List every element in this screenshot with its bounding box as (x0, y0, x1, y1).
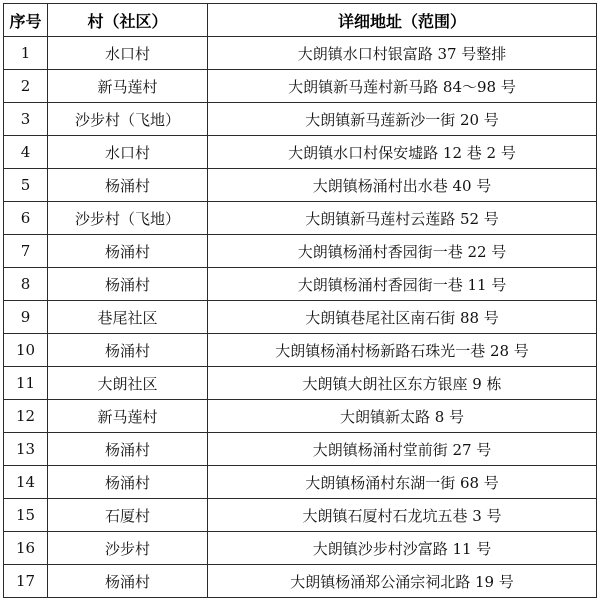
detailed-address: 大朗镇杨涌村香园街一巷 11 号 (208, 268, 597, 301)
row-number: 1 (4, 37, 48, 70)
village-name: 沙步村 (48, 532, 208, 565)
detailed-address: 大朗镇巷尾社区南石街 88 号 (208, 301, 597, 334)
village-name: 石厦村 (48, 499, 208, 532)
address-table (3, 3, 597, 598)
village-name: 水口村 (48, 136, 208, 169)
header-village: 村（社区） (48, 4, 208, 37)
village-name: 杨涌村 (48, 433, 208, 466)
row-number: 2 (4, 70, 48, 103)
row-number: 5 (4, 169, 48, 202)
village-name: 杨涌村 (48, 235, 208, 268)
detailed-address: 大朗镇水口村保安墟路 12 巷 2 号 (208, 136, 597, 169)
detailed-address: 大朗镇新太路 8 号 (208, 400, 597, 433)
row-number: 6 (4, 202, 48, 235)
detailed-address: 大朗镇沙步村沙富路 11 号 (208, 532, 597, 565)
row-number: 8 (4, 268, 48, 301)
table-row (4, 400, 597, 433)
table-row (4, 70, 597, 103)
row-number: 7 (4, 235, 48, 268)
table-row (4, 532, 597, 565)
row-number: 12 (4, 400, 48, 433)
village-name: 水口村 (48, 37, 208, 70)
table-row (4, 565, 597, 598)
header-address: 详细地址（范围） (208, 4, 597, 37)
row-number: 3 (4, 103, 48, 136)
table-row (4, 367, 597, 400)
village-name: 沙步村（飞地） (48, 103, 208, 136)
detailed-address: 大朗镇杨涌郑公涌宗祠北路 19 号 (208, 565, 597, 598)
detailed-address: 大朗镇大朗社区东方银座 9 栋 (208, 367, 597, 400)
row-number: 14 (4, 466, 48, 499)
row-number: 15 (4, 499, 48, 532)
table-row (4, 268, 597, 301)
header-num: 序号 (4, 4, 48, 37)
detailed-address: 大朗镇杨涌村出水巷 40 号 (208, 169, 597, 202)
detailed-address: 大朗镇新马莲村云莲路 52 号 (208, 202, 597, 235)
detailed-address: 大朗镇水口村银富路 37 号整排 (208, 37, 597, 70)
village-name: 杨涌村 (48, 169, 208, 202)
row-number: 11 (4, 367, 48, 400)
table-row (4, 37, 597, 70)
header-row (4, 4, 597, 37)
row-number: 4 (4, 136, 48, 169)
detailed-address: 大朗镇新马莲新沙一街 20 号 (208, 103, 597, 136)
village-name: 沙步村（飞地） (48, 202, 208, 235)
row-number: 17 (4, 565, 48, 598)
detailed-address: 大朗镇杨涌村香园街一巷 22 号 (208, 235, 597, 268)
row-number: 16 (4, 532, 48, 565)
village-name: 巷尾社区 (48, 301, 208, 334)
village-name: 杨涌村 (48, 466, 208, 499)
table-body (4, 37, 597, 598)
table-row (4, 169, 597, 202)
village-name: 新马莲村 (48, 400, 208, 433)
detailed-address: 大朗镇石厦村石龙坑五巷 3 号 (208, 499, 597, 532)
table-row (4, 136, 597, 169)
village-name: 新马莲村 (48, 70, 208, 103)
table-row (4, 202, 597, 235)
village-name: 杨涌村 (48, 565, 208, 598)
village-name: 杨涌村 (48, 268, 208, 301)
row-number: 10 (4, 334, 48, 367)
detailed-address: 大朗镇新马莲村新马路 84～98 号 (208, 70, 597, 103)
detailed-address: 大朗镇杨涌村堂前街 27 号 (208, 433, 597, 466)
table-row (4, 466, 597, 499)
table-row (4, 499, 597, 532)
detailed-address: 大朗镇杨涌村东湖一街 68 号 (208, 466, 597, 499)
detailed-address: 大朗镇杨涌村杨新路石珠光一巷 28 号 (208, 334, 597, 367)
table-row (4, 235, 597, 268)
row-number: 9 (4, 301, 48, 334)
table-row (4, 103, 597, 136)
village-name: 大朗社区 (48, 367, 208, 400)
table-row (4, 301, 597, 334)
row-number: 13 (4, 433, 48, 466)
table-row (4, 433, 597, 466)
table-row (4, 334, 597, 367)
village-name: 杨涌村 (48, 334, 208, 367)
